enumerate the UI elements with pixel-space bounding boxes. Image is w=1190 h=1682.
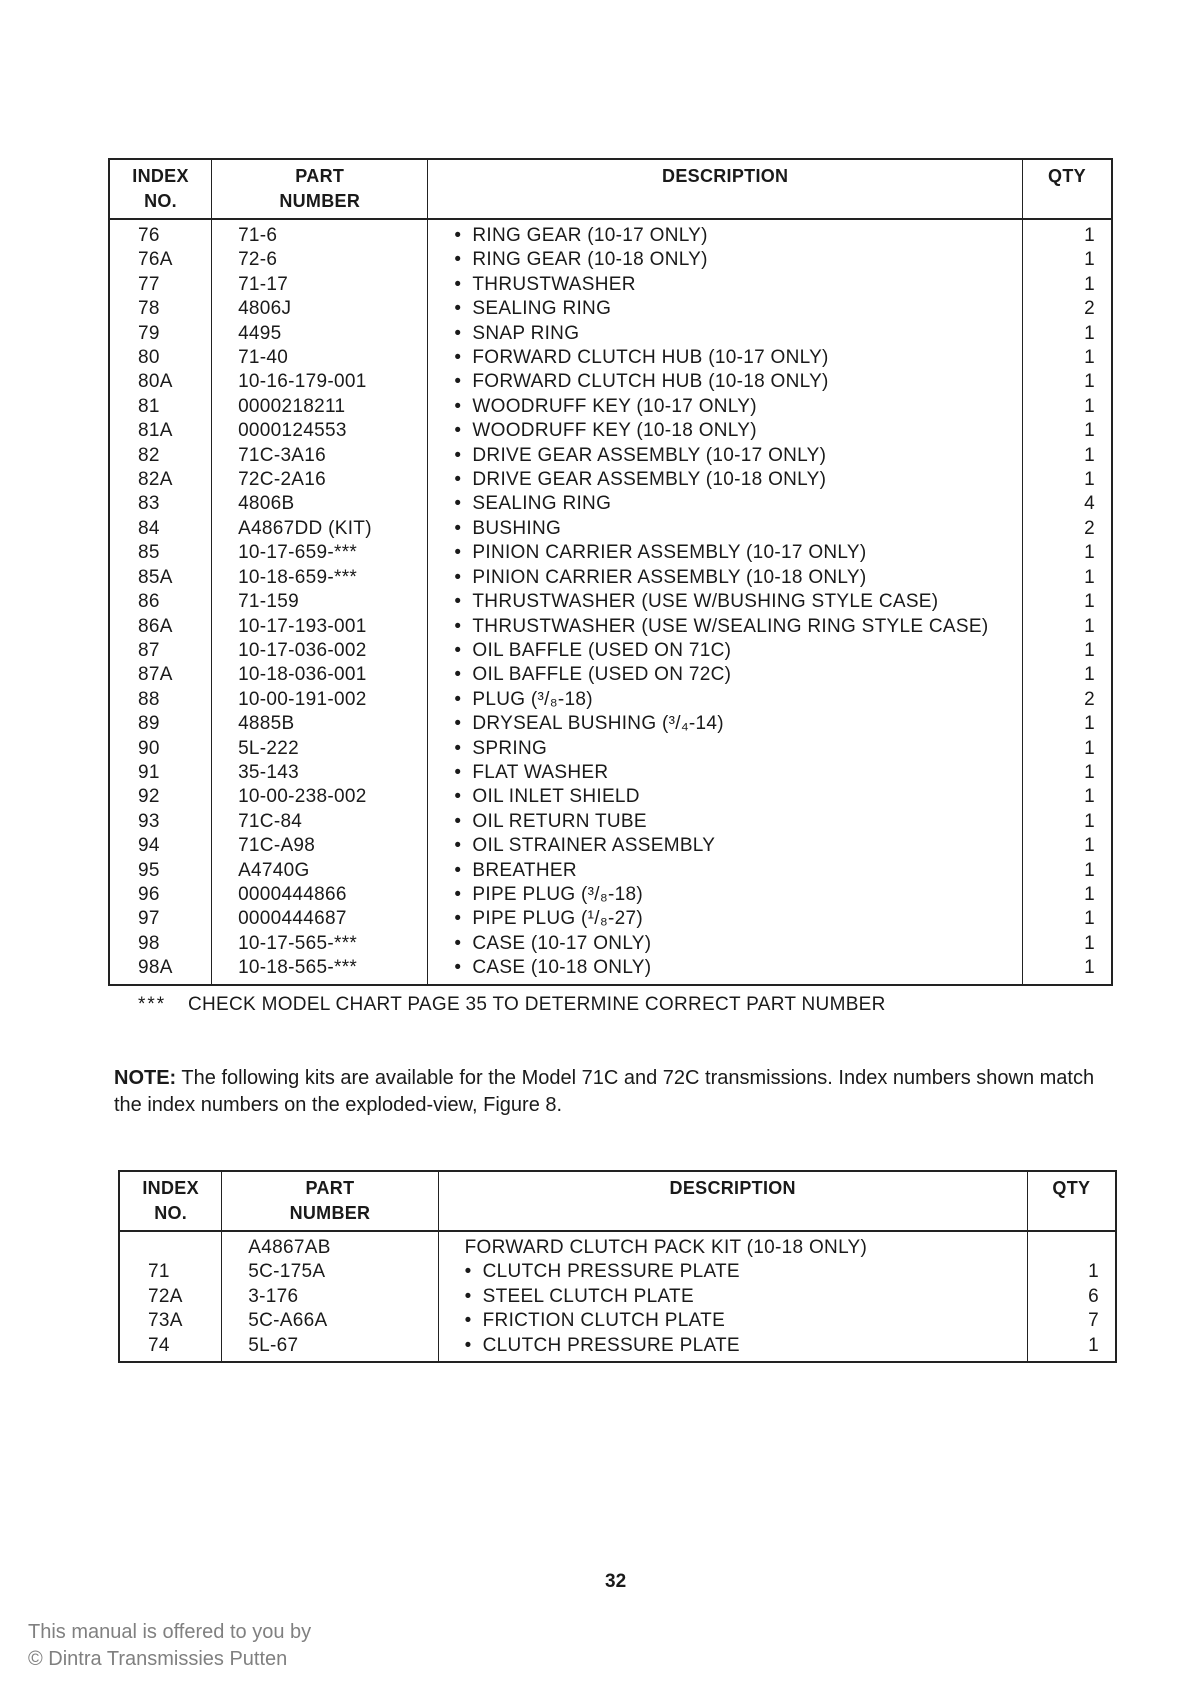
header-description: DESCRIPTION [428, 159, 1023, 219]
cell-part-number: A4740G [212, 859, 428, 883]
cell-part-number: 0000218211 [212, 395, 428, 419]
cell-part-number: 0000124553 [212, 419, 428, 443]
credit-line-1: This manual is offered to you by [28, 1621, 312, 1643]
cell-index: 80 [109, 346, 212, 370]
bullet-icon: • [454, 859, 462, 881]
bullet-icon: • [454, 420, 462, 442]
cell-part-number: 72-6 [212, 248, 428, 272]
table-row [109, 615, 1112, 639]
cell-part-number: 71-17 [212, 273, 428, 297]
cell-index: 78 [109, 297, 212, 321]
header-part-number: PART NUMBER [212, 159, 428, 219]
cell-index: 82 [109, 444, 212, 468]
cell-qty: 1 [1023, 834, 1112, 858]
cell-description: • PINION CARRIER ASSEMBLY (10-18 ONLY) [428, 566, 1023, 590]
cell-index: 84 [109, 517, 212, 541]
table-row [119, 1285, 1116, 1309]
cell-qty: 1 [1023, 907, 1112, 931]
cell-part-number: 4885B [212, 712, 428, 736]
cell-part-number: 5L-222 [212, 737, 428, 761]
cell-description: • SNAP RING [428, 322, 1023, 346]
table-row [109, 737, 1112, 761]
bullet-icon: • [454, 322, 462, 344]
cell-index: 90 [109, 737, 212, 761]
cell-description: • BUSHING [428, 517, 1023, 541]
bullet-icon: • [454, 249, 462, 271]
cell-qty: 1 [1023, 859, 1112, 883]
table-row [109, 859, 1112, 883]
table-row [109, 907, 1112, 931]
cell-part-number: 10-16-179-001 [212, 370, 428, 394]
table-row [119, 1334, 1116, 1362]
bullet-icon: • [454, 664, 462, 686]
bullet-icon: • [454, 761, 462, 783]
cell-index: 86 [109, 590, 212, 614]
cell-qty: 6 [1027, 1285, 1116, 1309]
cell-qty: 1 [1023, 419, 1112, 443]
table-row [109, 566, 1112, 590]
cell-index: 80A [109, 370, 212, 394]
cell-index: 72A [119, 1285, 222, 1309]
table-row [109, 834, 1112, 858]
cell-description: • THRUSTWASHER (USE W/SEALING RING STYLE CASE) [428, 615, 1023, 639]
bullet-icon: • [454, 639, 462, 661]
bullet-icon: • [454, 566, 462, 588]
cell-index: 97 [109, 907, 212, 931]
header-index: INDEX NO. [119, 1171, 222, 1231]
table-row [109, 663, 1112, 687]
footnote-text: CHECK MODEL CHART PAGE 35 TO DETERMINE CORRECT PART NUMBER [188, 994, 886, 1015]
cell-part-number: 4495 [212, 322, 428, 346]
bullet-icon: • [454, 908, 462, 930]
cell-description: • CASE (10-18 ONLY) [428, 956, 1023, 984]
cell-index: 74 [119, 1334, 222, 1362]
cell-index: 98A [109, 956, 212, 984]
bullet-icon: • [454, 737, 462, 759]
table-header-row [109, 159, 1112, 219]
bullet-icon: • [454, 517, 462, 539]
bullet-icon: • [454, 371, 462, 393]
cell-qty: 1 [1023, 444, 1112, 468]
table-row [109, 248, 1112, 272]
cell-description: • RING GEAR (10-18 ONLY) [428, 248, 1023, 272]
cell-index: 77 [109, 273, 212, 297]
cell-qty [1027, 1231, 1116, 1260]
cell-qty: 1 [1023, 248, 1112, 272]
cell-description: • FLAT WASHER [428, 761, 1023, 785]
cell-part-number: 3-176 [222, 1285, 438, 1309]
cell-part-number: 10-17-565-*** [212, 932, 428, 956]
cell-part-number: A4867DD (KIT) [212, 517, 428, 541]
cell-part-number: 10-18-659-*** [212, 566, 428, 590]
kit-note [114, 1065, 1124, 1119]
bullet-icon: • [454, 444, 462, 466]
table-row [109, 712, 1112, 736]
cell-index: 91 [109, 761, 212, 785]
table-row [109, 273, 1112, 297]
cell-index: 89 [109, 712, 212, 736]
parts-table-main [108, 158, 1113, 986]
cell-index: 76A [109, 248, 212, 272]
header-qty: QTY [1023, 159, 1112, 219]
cell-index: 96 [109, 883, 212, 907]
cell-description: • DRIVE GEAR ASSEMBLY (10-18 ONLY) [428, 468, 1023, 492]
header-qty: QTY [1027, 1171, 1116, 1231]
cell-index: 95 [109, 859, 212, 883]
table-row [109, 468, 1112, 492]
table-row [109, 932, 1112, 956]
cell-qty: 1 [1023, 273, 1112, 297]
cell-description: • PLUG (³/₈-18) [428, 688, 1023, 712]
cell-description: • FRICTION CLUTCH PLATE [438, 1309, 1027, 1333]
cell-index: 79 [109, 322, 212, 346]
bullet-icon: • [454, 469, 462, 491]
table-row [109, 219, 1112, 248]
bullet-icon: • [454, 786, 462, 808]
cell-qty: 1 [1023, 956, 1112, 984]
note-text: The following kits are available for the Model 71C and 72C transmissions. Index numbers shown match the index numbers on the exploded-view, Figure 8. [114, 1067, 1095, 1116]
cell-qty: 1 [1023, 615, 1112, 639]
cell-qty: 2 [1023, 297, 1112, 321]
cell-part-number: 4806J [212, 297, 428, 321]
table-row [109, 444, 1112, 468]
bullet-icon: • [454, 225, 462, 246]
cell-description: • WOODRUFF KEY (10-18 ONLY) [428, 419, 1023, 443]
credit [28, 1619, 311, 1673]
cell-description: • SEALING RING [428, 297, 1023, 321]
bullet-icon: • [454, 542, 462, 564]
table-row [109, 297, 1112, 321]
cell-qty: 1 [1027, 1260, 1116, 1284]
cell-description: • FORWARD CLUTCH HUB (10-18 ONLY) [428, 370, 1023, 394]
cell-part-number: 10-18-036-001 [212, 663, 428, 687]
cell-part-number: 5L-67 [222, 1334, 438, 1362]
bullet-icon: • [454, 688, 462, 710]
kit-row [119, 1231, 1116, 1260]
bullet-icon: • [464, 1310, 472, 1332]
table-row [109, 688, 1112, 712]
cell-part-number: 5C-A66A [222, 1309, 438, 1333]
cell-description: • CLUTCH PRESSURE PLATE [438, 1334, 1027, 1362]
bullet-icon: • [454, 298, 462, 320]
cell-part-number: 10-17-659-*** [212, 541, 428, 565]
table-row [109, 322, 1112, 346]
cell-part-number: 71-40 [212, 346, 428, 370]
cell-index: 76 [109, 219, 212, 248]
cell-description: • SPRING [428, 737, 1023, 761]
cell-part-number: 10-00-238-002 [212, 785, 428, 809]
cell-index: 71 [119, 1260, 222, 1284]
bullet-icon: • [454, 395, 462, 417]
table-header-row [119, 1171, 1116, 1231]
table-row [109, 346, 1112, 370]
cell-description: • DRIVE GEAR ASSEMBLY (10-17 ONLY) [428, 444, 1023, 468]
table-row [109, 590, 1112, 614]
cell-description: • PINION CARRIER ASSEMBLY (10-17 ONLY) [428, 541, 1023, 565]
cell-index: 87A [109, 663, 212, 687]
cell-description: • OIL BAFFLE (USED ON 71C) [428, 639, 1023, 663]
bullet-icon: • [454, 493, 462, 515]
cell-index: 87 [109, 639, 212, 663]
cell-index: 85A [109, 566, 212, 590]
cell-part-number: 0000444866 [212, 883, 428, 907]
cell-part-number: 5C-175A [222, 1260, 438, 1284]
cell-part-number: 71-6 [212, 219, 428, 248]
cell-qty: 1 [1027, 1334, 1116, 1362]
cell-qty: 1 [1023, 395, 1112, 419]
table-row [119, 1260, 1116, 1284]
cell-index: 93 [109, 810, 212, 834]
cell-qty: 1 [1023, 712, 1112, 736]
bullet-icon: • [454, 591, 462, 613]
cell-qty: 2 [1023, 517, 1112, 541]
table-row [109, 541, 1112, 565]
cell-qty: 1 [1023, 810, 1112, 834]
cell-part-number: 71C-A98 [212, 834, 428, 858]
bullet-icon: • [454, 810, 462, 832]
cell-qty: 1 [1023, 566, 1112, 590]
cell-qty: 1 [1023, 737, 1112, 761]
header-index: INDEX NO. [109, 159, 212, 219]
table-row [109, 517, 1112, 541]
cell-qty: 1 [1023, 785, 1112, 809]
header-part-number: PART NUMBER [222, 1171, 438, 1231]
header-description: DESCRIPTION [438, 1171, 1027, 1231]
cell-qty: 1 [1023, 219, 1112, 248]
cell-description: • OIL INLET SHIELD [428, 785, 1023, 809]
table-row [109, 492, 1112, 516]
cell-description: • THRUSTWASHER [428, 273, 1023, 297]
bullet-icon: • [454, 835, 462, 857]
cell-description: • FORWARD CLUTCH HUB (10-17 ONLY) [428, 346, 1023, 370]
cell-part-number: 10-18-565-*** [212, 956, 428, 984]
footnote [138, 994, 886, 1016]
table-row [109, 395, 1112, 419]
cell-description: • THRUSTWASHER (USE W/BUSHING STYLE CASE) [428, 590, 1023, 614]
cell-index: 83 [109, 492, 212, 516]
cell-description: • PIPE PLUG (¹/₈-27) [428, 907, 1023, 931]
cell-index: 81A [109, 419, 212, 443]
cell-part-number: 10-00-191-002 [212, 688, 428, 712]
cell-description: FORWARD CLUTCH PACK KIT (10-18 ONLY) [438, 1231, 1027, 1260]
table-row [109, 785, 1112, 809]
cell-description: • STEEL CLUTCH PLATE [438, 1285, 1027, 1309]
cell-description: • RING GEAR (10-17 ONLY) [428, 219, 1023, 248]
cell-part-number: 10-17-193-001 [212, 615, 428, 639]
parts-table-kits [118, 1170, 1117, 1363]
cell-part-number: 71-159 [212, 590, 428, 614]
table-row [119, 1309, 1116, 1333]
cell-qty: 2 [1023, 688, 1112, 712]
bullet-icon: • [454, 273, 462, 295]
cell-index: 82A [109, 468, 212, 492]
cell-qty: 1 [1023, 541, 1112, 565]
table-row [109, 761, 1112, 785]
bullet-icon: • [454, 347, 462, 369]
cell-qty: 1 [1023, 346, 1112, 370]
bullet-icon: • [454, 957, 462, 979]
cell-part-number: 10-17-036-002 [212, 639, 428, 663]
bullet-icon: • [464, 1261, 472, 1283]
cell-index: 73A [119, 1309, 222, 1333]
cell-description: • WOODRUFF KEY (10-17 ONLY) [428, 395, 1023, 419]
cell-index: 98 [109, 932, 212, 956]
cell-qty: 4 [1023, 492, 1112, 516]
cell-qty: 1 [1023, 932, 1112, 956]
cell-qty: 1 [1023, 590, 1112, 614]
cell-index: 94 [109, 834, 212, 858]
cell-description: • OIL BAFFLE (USED ON 72C) [428, 663, 1023, 687]
cell-description: • PIPE PLUG (³/₈-18) [428, 883, 1023, 907]
cell-part-number: 0000444687 [212, 907, 428, 931]
cell-description: • OIL RETURN TUBE [428, 810, 1023, 834]
page-number: 32 [605, 1571, 627, 1592]
cell-description: • DRYSEAL BUSHING (³/₄-14) [428, 712, 1023, 736]
table-row [109, 956, 1112, 984]
cell-qty: 1 [1023, 883, 1112, 907]
cell-qty: 1 [1023, 663, 1112, 687]
bullet-icon: • [454, 713, 462, 735]
cell-description: • SEALING RING [428, 492, 1023, 516]
table-row [109, 883, 1112, 907]
cell-part-number: 71C-84 [212, 810, 428, 834]
cell-index: 86A [109, 615, 212, 639]
cell-qty: 7 [1027, 1309, 1116, 1333]
table-row [109, 419, 1112, 443]
cell-description: • CASE (10-17 ONLY) [428, 932, 1023, 956]
bullet-icon: • [454, 932, 462, 954]
cell-index [119, 1231, 222, 1260]
bullet-icon: • [464, 1334, 472, 1356]
cell-qty: 1 [1023, 322, 1112, 346]
cell-qty: 1 [1023, 639, 1112, 663]
cell-index: 88 [109, 688, 212, 712]
cell-qty: 1 [1023, 468, 1112, 492]
credit-line-2: © Dintra Transmissies Putten [28, 1648, 288, 1670]
bullet-icon: • [454, 883, 462, 905]
cell-qty: 1 [1023, 761, 1112, 785]
cell-part-number: 35-143 [212, 761, 428, 785]
cell-part-number: A4867AB [222, 1231, 438, 1260]
cell-description: • OIL STRAINER ASSEMBLY [428, 834, 1023, 858]
bullet-icon: • [454, 615, 462, 637]
cell-qty: 1 [1023, 370, 1112, 394]
cell-index: 81 [109, 395, 212, 419]
cell-part-number: 72C-2A16 [212, 468, 428, 492]
bullet-icon: • [464, 1285, 472, 1307]
cell-part-number: 4806B [212, 492, 428, 516]
cell-index: 92 [109, 785, 212, 809]
table-row [109, 370, 1112, 394]
table-row [109, 810, 1112, 834]
footnote-marker: *** [138, 994, 167, 1015]
note-label: NOTE: [114, 1067, 177, 1089]
cell-description: • BREATHER [428, 859, 1023, 883]
table-row [109, 639, 1112, 663]
cell-part-number: 71C-3A16 [212, 444, 428, 468]
cell-description: • CLUTCH PRESSURE PLATE [438, 1260, 1027, 1284]
cell-index: 85 [109, 541, 212, 565]
table-body [109, 219, 1112, 985]
table-body [119, 1231, 1116, 1362]
